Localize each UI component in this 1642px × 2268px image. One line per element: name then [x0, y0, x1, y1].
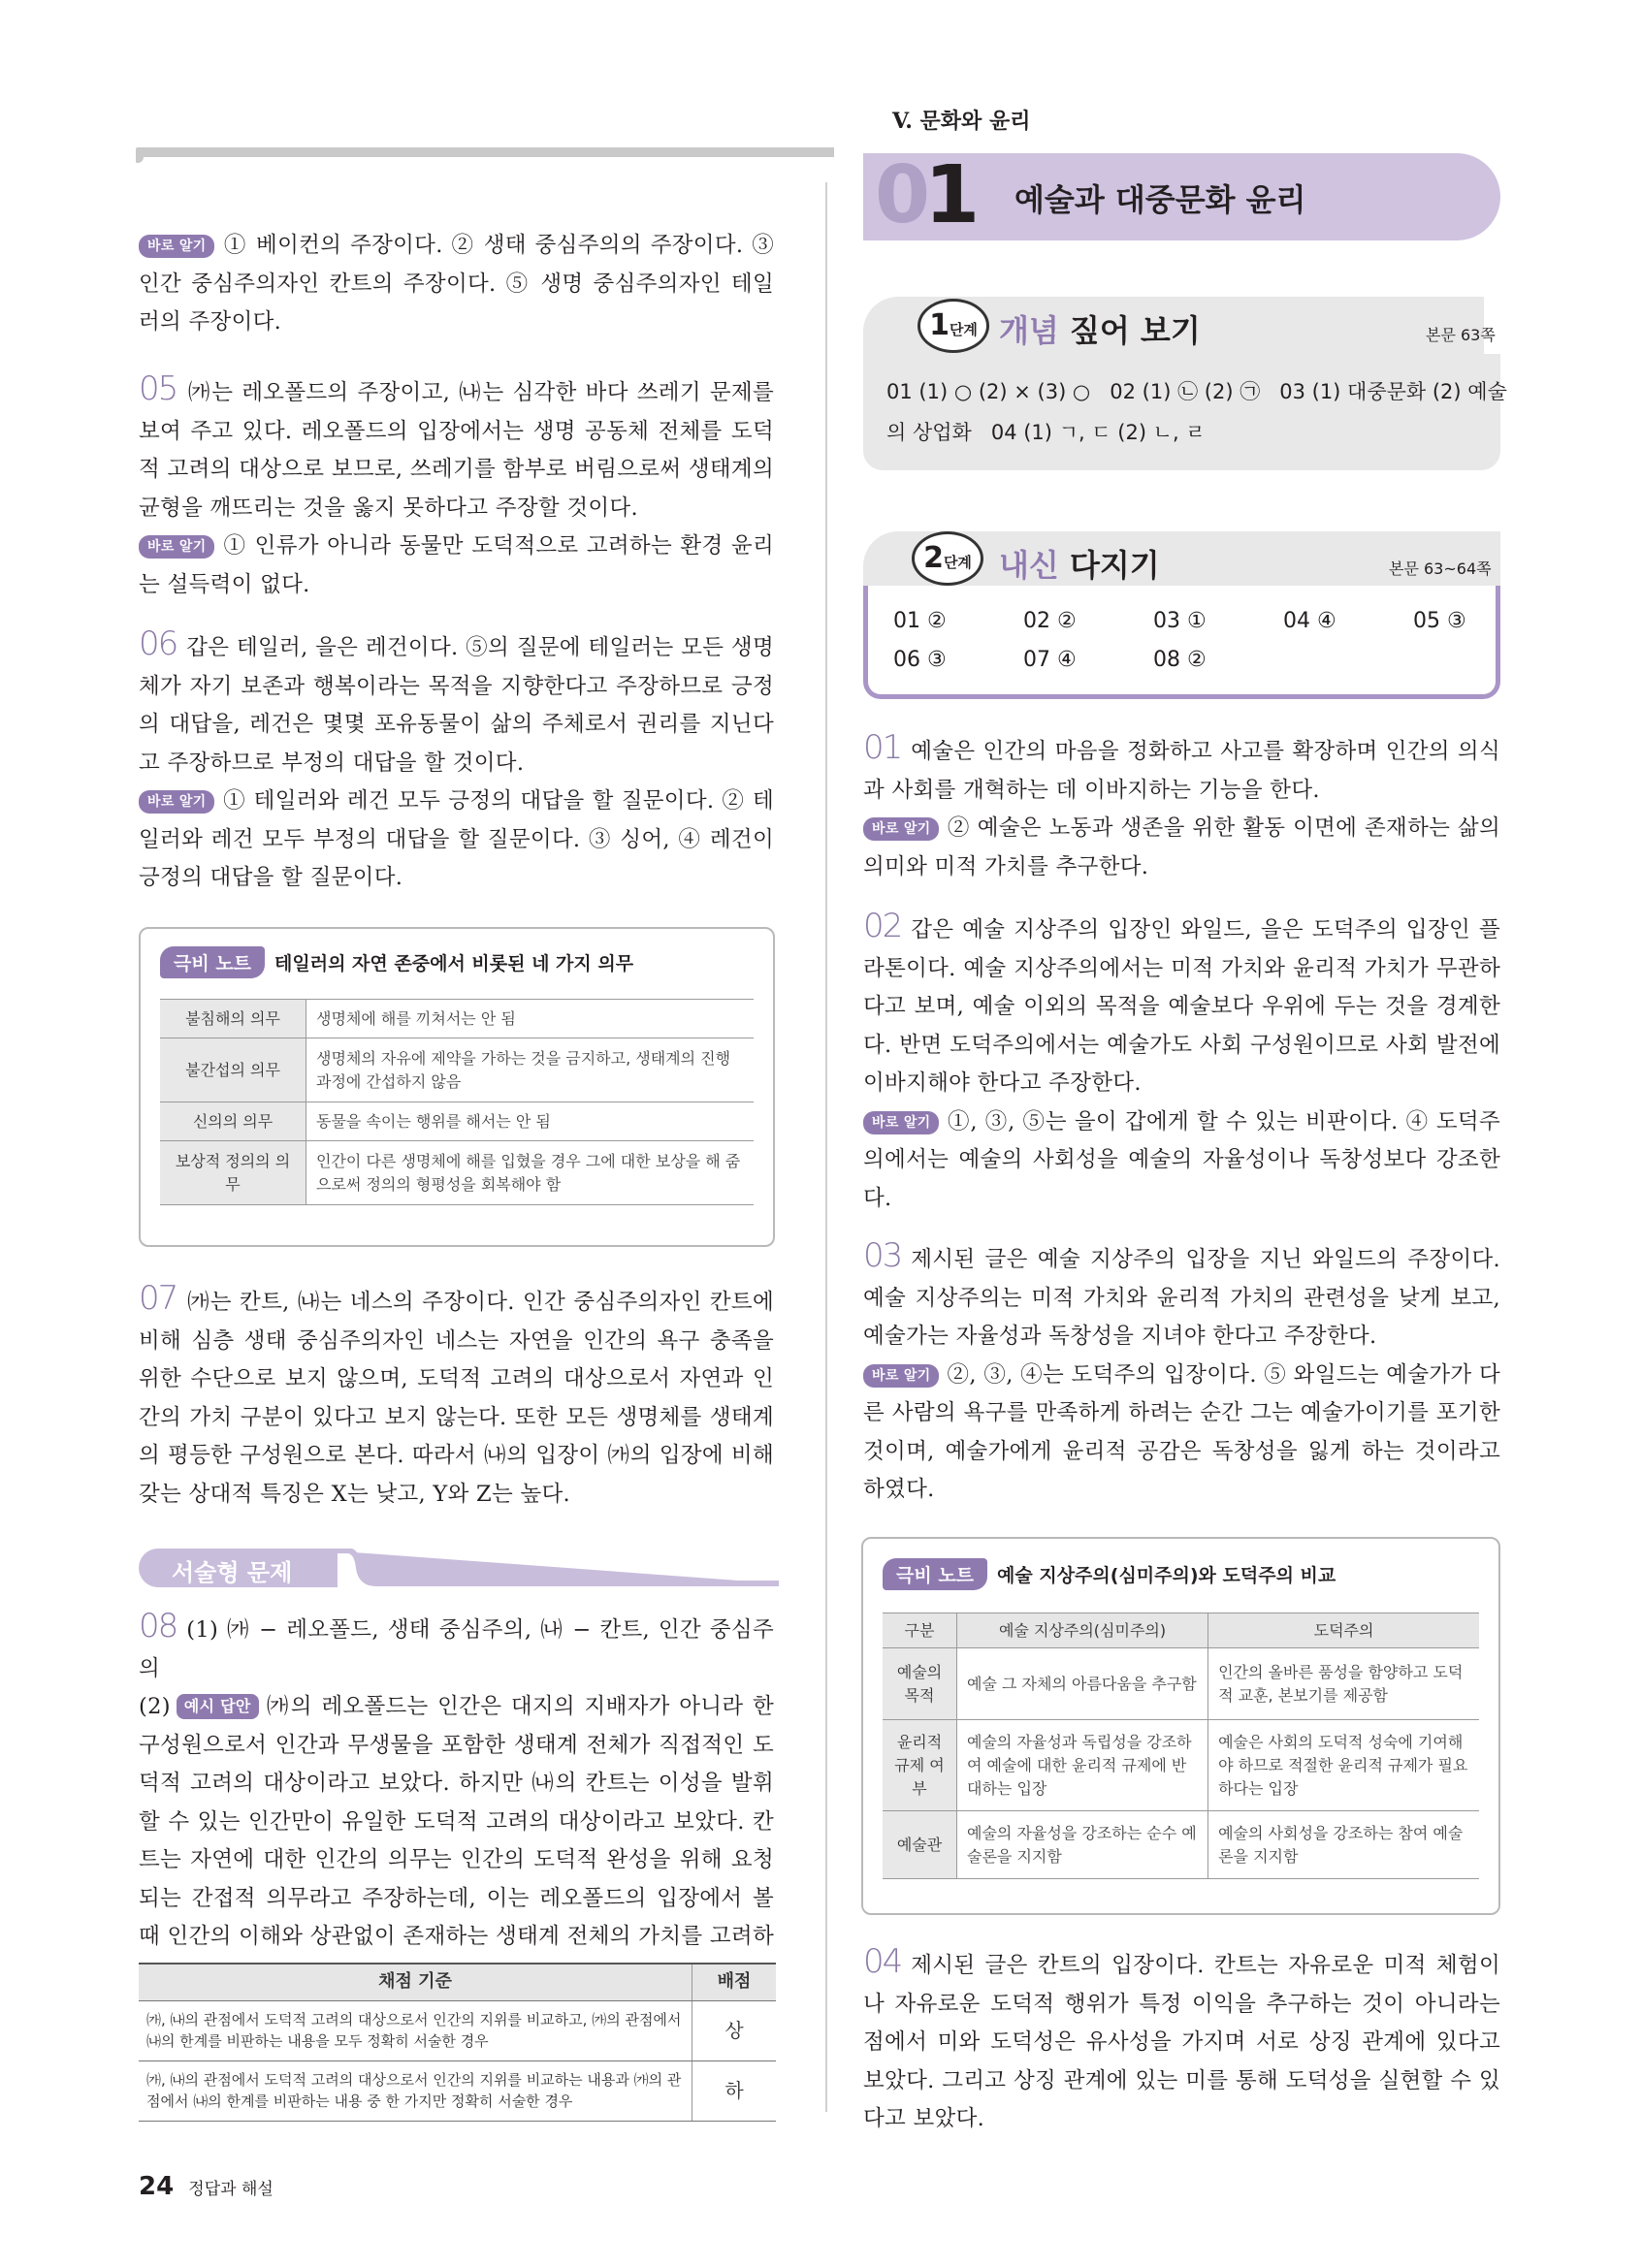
table-row	[139, 2000, 776, 2060]
hint-badge: 바로 알기	[863, 817, 939, 841]
row-body: 인간이 다른 생명체에 해를 입혔을 경우 그에 대한 보상을 해 줌으로써 정의의 형평성을 회복해야 함	[306, 1141, 755, 1205]
answer-05: 05 ㈎는 레오폴드의 주장이고, ㈏는 심각한 바다 쓰레기 문제를 보여 주고 있다. 레오폴드의 입장에서는 생명 공동체 전체를 도덕적 고려의 대상으로 보므로, 쓰레기를 함부로 버림으로써 생태계의 균형을 깨뜨리는 것을 옳지 못하다고 주장할 것이다. 바로 알기 ① 인류가 아니라 동물만 도덕적으로 고려하는 환경 윤리는 설득력이 없다.	[139, 369, 774, 597]
question-number: 02	[863, 907, 902, 945]
row-header: 불침해의 의무	[160, 1000, 306, 1038]
step1-badge: 1단계	[918, 299, 989, 353]
step2-answer: 05 ③	[1413, 609, 1466, 633]
answer-r03: 03 제시된 글은 예술 지상주의 입장을 지닌 와일드의 주장이다. 예술 지상주의는 미적 가치와 윤리적 가치의 관련성을 낮게 보고, 예술가는 자율성과 독창성을 지녀야 한다고 주장한다. 바로 알기 ②, ③, ④는 도덕주의 입장이다. ⑤ 와일드는 예술가가 다른 사람의 욕구를 만족하게 하려는 순간 그는 예술가이기를 포기한 것이며, 예술가에게 윤리적 공감은 독창성을 잃게 하는 것이라고 하였다.	[863, 1236, 1500, 1502]
row-body: 동물을 속이는 행위를 해서는 안 됨	[306, 1102, 755, 1141]
row-header: 불간섭의 의무	[160, 1038, 306, 1102]
section-title: 예술과 대중문화 윤리	[1014, 181, 1306, 218]
row-header: 예술관	[883, 1811, 957, 1879]
note-title: 예술 지상주의(심미주의)와 도덕주의 비교	[997, 1565, 1336, 1586]
cell: 예술의 자율성과 독립성을 강조하여 예술에 대한 윤리적 규제에 반대하는 입장	[957, 1720, 1208, 1811]
answer-r02: 02 갑은 예술 지상주의 입장인 와일드, 을은 도덕주의 입장인 플라톤이다. 예술 지상주의에서는 미적 가치와 윤리적 가치가 무관하다고 보며, 예술 이외의 목적을 예술보다 우위에 두는 것을 경계한다. 반면 도덕주의에서는 예술가도 사회 구성원이므로 사회 발전에 이바지해야 한다고 주장한다. 바로 알기 ①, ③, ⑤는 을이 갑에게 할 수 있는 비판이다. ④ 도덕주의에서는 예술의 사회성을 예술의 자율성이나 독창성보다 강조한다.	[863, 907, 1500, 1211]
step1-answers-line2: 의 상업화 04 (1) ㄱ, ㄷ (2) ㄴ, ㄹ	[886, 421, 1206, 444]
question-number: 01	[863, 728, 902, 767]
hint-badge: 바로 알기	[139, 235, 214, 258]
column-header: 예술 지상주의(심미주의)	[957, 1613, 1208, 1648]
hint-badge: 바로 알기	[863, 1111, 939, 1134]
table-row	[160, 1000, 754, 1038]
taylor-duties-table	[160, 999, 754, 1205]
criteria-cell: ㈎, ㈏의 관점에서 도덕적 고려의 대상으로서 인간의 지위를 비교하고, ㈎의 관점에서 ㈏의 한계를 비판하는 내용을 모두 정확히 서술한 경우	[139, 2000, 692, 2060]
criteria-cell: ㈎, ㈏의 관점에서 도덕적 고려의 대상으로서 인간의 지위를 비교하는 내용과 ㈎의 관점에서 ㈏의 한계를 비판하는 내용 중 한 가지만 정확히 서술한 경우	[139, 2060, 692, 2121]
step2-answer: 06 ③	[893, 648, 947, 672]
question-number: 07	[139, 1279, 177, 1318]
row-body: 생명체의 자유에 제약을 가하는 것을 금지하고, 생태계의 진행 과정에 간섭하지 않음	[306, 1038, 755, 1102]
answer-r01: 01 예술은 인간의 마음을 정화하고 사고를 확장하며 인간의 의식과 사회를 개혁하는 데 이바지하는 기능을 한다. 바로 알기 ② 예술은 노동과 생존을 위한 활동 이면에 존재하는 삶의 의미와 미적 가치를 추구한다.	[863, 728, 1500, 879]
hint-badge: 바로 알기	[139, 790, 214, 814]
cell: 인간의 올바른 품성을 함양하고 도덕적 교훈, 본보기를 제공함	[1208, 1648, 1479, 1720]
left-top-bar	[136, 147, 834, 206]
note-tag: 극비 노트	[160, 946, 265, 978]
example-badge: 예시 답안	[177, 1694, 259, 1719]
cell: 예술은 사회의 도덕적 성숙에 기여해야 하므로 적절한 윤리적 규제가 필요하다는 입장	[1208, 1720, 1479, 1811]
left-hint-04: 바로 알기 ① 베이컨의 주장이다. ② 생태 중심주의의 주장이다. ③ 인간 중심주의자인 칸트의 주장이다. ⑤ 생명 중심주의자인 테일러의 주장이다.	[139, 233, 774, 335]
hint-badge: 바로 알기	[139, 535, 214, 559]
cell: 예술의 자율성을 강조하는 순수 예술론을 지지함	[957, 1811, 1208, 1879]
footer-label: 정답과 해설	[188, 2180, 274, 2199]
table-row	[160, 1038, 754, 1102]
table-header-row	[139, 1964, 776, 2000]
table-row	[883, 1811, 1479, 1879]
answer-06: 06 갑은 테일러, 을은 레건이다. ⑤의 질문에 테일러는 모든 생명체가 자기 보존과 행복이라는 목적을 지향한다고 주장하므로 긍정의 대답을, 레건은 몇몇 포유동물이 삶의 주체로서 권리를 지닌다고 주장하므로 부정의 대답을 할 것이다. 바로 알기 ① 테일러와 레건 모두 긍정의 대답을 할 질문이다. ② 테일러와 레건 모두 부정의 대답을 할 질문이다. ③ 싱어, ④ 레건이 긍정의 대답을 할 질문이다.	[139, 624, 774, 890]
question-number: 03	[863, 1236, 902, 1275]
step1-ref: 본문 63쪽	[1426, 326, 1496, 344]
step2-badge: 2단계	[912, 531, 983, 586]
score-cell: 상	[692, 2000, 777, 2060]
row-header: 예술의 목적	[883, 1648, 957, 1720]
essay-title: 서술형 문제	[172, 1559, 293, 1586]
cell: 예술 그 자체의 아름다움을 추구함	[957, 1648, 1208, 1720]
step2-title: 내신 다지기	[999, 547, 1160, 584]
step2-answer: 08 ②	[1153, 648, 1207, 672]
column-header: 배점	[692, 1964, 777, 2000]
step2-answer: 01 ②	[893, 609, 947, 633]
table-row	[883, 1648, 1479, 1720]
table-row	[883, 1720, 1479, 1811]
step2-answer: 04 ④	[1283, 609, 1336, 633]
essay-header	[139, 1549, 779, 1591]
answer-07: 07 ㈎는 칸트, ㈏는 네스의 주장이다. 인간 중심주의자인 칸트에 비해 심층 생태 중심주의자인 네스는 자연을 인간의 욕구 충족을 위한 수단으로 보지 않으며, 도덕적 고려의 대상으로서 자연과 인간의 가치 구분이 있다고 보지 않는다. 또한 모든 생명체를 생태계의 평등한 구성원으로 본다. 따라서 ㈏의 입장이 ㈎의 입장에 비해 갖는 상대적 특징은 X는 낮고, Y와 Z는 높다.	[139, 1279, 774, 1507]
essay-underline	[328, 1549, 779, 1591]
step2-answer: 02 ②	[1023, 609, 1077, 633]
note-box-art	[861, 1537, 1500, 1915]
score-cell: 하	[692, 2060, 777, 2121]
hint-badge: 바로 알기	[863, 1364, 939, 1388]
chapter-header: V. 문화와 윤리	[892, 109, 1031, 134]
step1-answers-line1: 01 (1) ○ (2) × (3) ○ 02 (1) ㉡ (2) ㉠ 03 (1) 대중문화 (2) 예술	[886, 380, 1507, 403]
answer-r04: 04 제시된 글은 칸트의 입장이다. 칸트는 자유로운 미적 체험이나 자유로운 도덕적 행위가 특정 이익을 추구하는 것이 아니라는 점에서 미와 도덕성은 유사성을 가지며 서로 상징 관계에 있다고 보았다. 그리고 상징 관계에 있는 미를 통해 도덕성을 실현할 수 있다고 보았다.	[863, 1942, 1500, 2131]
row-body: 생명체에 해를 끼쳐서는 안 됨	[306, 1000, 755, 1038]
section-number: 01	[875, 149, 975, 241]
answer-08: 08 (1) ㈎ − 레오폴드, 생태 중심주의, ㈏ − 칸트, 인간 중심주의 (2) 예시 답안 ㈎의 레오폴드는 인간은 대지의 지배자가 아니라 한 구성원으로서 인간과 무생물을 포함한 생태계 전체가 직접적인 도덕적 고려의 대상이라고 보았다. 하지만 ㈏의 칸트는 이성을 발휘할 수 있는 인간만이 유일한 도덕적 고려의 대상이라고 보았다. 칸트는 자연에 대한 인간의 의무는 인간의 도덕적 완성을 위해 요청되는 간접적 의무라고 주장하는데, 이는 레오폴드의 입장에서 볼 때 인간의 이해와 상관없이 존재하는 생태계 전체의 가치를 고려하	[139, 1607, 774, 1949]
step2-answer: 03 ①	[1153, 609, 1207, 633]
column-header: 채점 기준	[139, 1964, 692, 2000]
grading-table	[139, 1963, 776, 2122]
note-title: 테일러의 자연 존중에서 비롯된 네 가지 의무	[274, 953, 634, 974]
row-header: 신의의 의무	[160, 1102, 306, 1141]
column-divider	[825, 182, 827, 2112]
table-header-row	[883, 1613, 1479, 1648]
table-row	[160, 1141, 754, 1205]
column-header: 도덕주의	[1208, 1613, 1479, 1648]
question-number: 04	[863, 1942, 902, 1981]
row-header: 윤리적 규제 여부	[883, 1720, 957, 1811]
question-number: 08	[139, 1607, 177, 1645]
table-row	[139, 2060, 776, 2121]
note-box-taylor	[139, 927, 775, 1247]
art-comparison-table	[883, 1613, 1479, 1879]
table-row	[160, 1102, 754, 1141]
column-header: 구분	[883, 1613, 957, 1648]
step2-panel	[863, 586, 1500, 699]
row-header: 보상적 정의의 의무	[160, 1141, 306, 1205]
note-tag: 극비 노트	[883, 1558, 987, 1590]
question-number: 06	[139, 624, 177, 663]
step2-answer: 07 ④	[1023, 648, 1077, 672]
step2-ref: 본문 63~64쪽	[1389, 559, 1492, 578]
question-number: 05	[139, 369, 177, 408]
cell: 예술의 사회성을 강조하는 참여 예술론을 지지함	[1208, 1811, 1479, 1879]
page-number: 24	[139, 2172, 175, 2201]
step1-panel	[863, 354, 1507, 470]
footer	[139, 2172, 274, 2201]
step1-title: 개념 짚어 보기	[999, 312, 1201, 349]
